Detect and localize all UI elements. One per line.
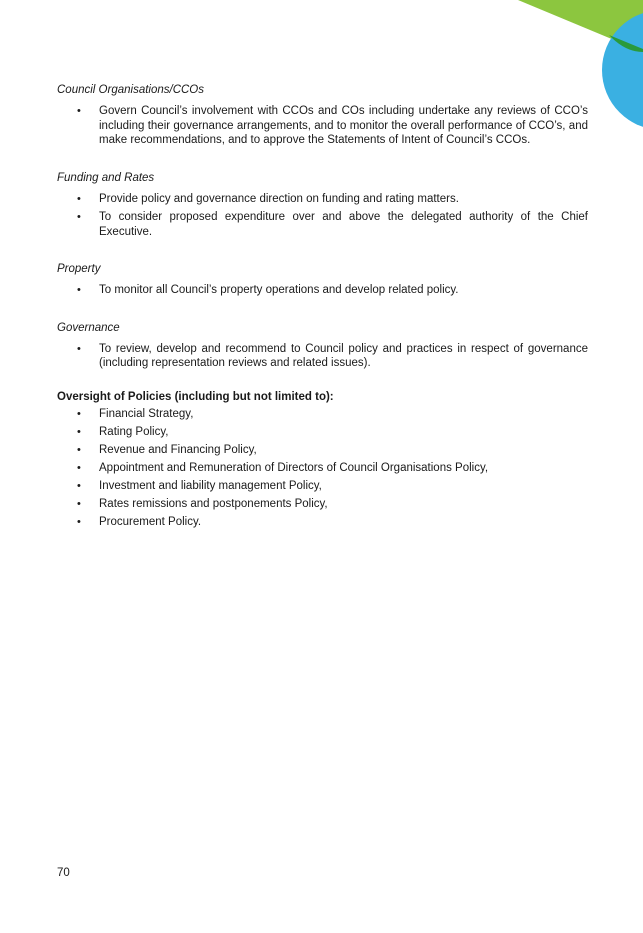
section-governance xyxy=(57,320,588,371)
list-item xyxy=(57,283,588,298)
list-item-text: Govern Council’s involvement with CCOs and COs including undertake any reviews of CCO’s including their governance arrangements, and to monitor the overall performance of CCO’s, and make recommendations, and to approve the Statements of Intent of Council’s CCOs. xyxy=(99,105,588,146)
list-item xyxy=(57,443,588,458)
list-item-text: Financial Strategy, xyxy=(99,407,194,420)
list-item xyxy=(57,479,588,494)
list-item-text: Procurement Policy. xyxy=(99,515,202,528)
list-item xyxy=(57,461,588,476)
list-item-text: To consider proposed expenditure over and above the delegated authority of the Chief Executive. xyxy=(99,211,588,238)
list-item-text: Rates remissions and postponements Policy, xyxy=(99,497,328,510)
bullet-list xyxy=(57,104,588,148)
list-item-text: Appointment and Remuneration of Directors of Council Organisations Policy, xyxy=(99,461,489,474)
section-council-organisations xyxy=(57,82,588,148)
bullet-list xyxy=(57,192,588,240)
bullet-icon: • xyxy=(77,284,81,296)
list-item xyxy=(57,192,588,207)
list-item xyxy=(57,425,588,440)
bullet-icon: • xyxy=(77,105,81,117)
list-item xyxy=(57,497,588,512)
bullet-icon: • xyxy=(77,479,81,492)
section-funding-and-rates xyxy=(57,170,588,240)
list-item-text: To monitor all Council’s property operations and develop related policy. xyxy=(99,284,459,296)
page-number: 70 xyxy=(57,867,70,879)
green-stripe-shape xyxy=(518,0,643,52)
policy-list xyxy=(57,407,588,530)
blue-circle-shape xyxy=(602,10,643,130)
bullet-list xyxy=(57,283,588,298)
section-heading: Governance xyxy=(57,321,120,334)
bullet-icon: • xyxy=(77,461,81,474)
bullet-icon: • xyxy=(77,192,81,205)
list-item xyxy=(57,104,588,148)
dark-green-overlap-shape xyxy=(609,35,643,52)
list-item-text: Rating Policy, xyxy=(99,425,169,438)
bullet-icon: • xyxy=(77,443,81,456)
section-property xyxy=(57,261,588,298)
list-item xyxy=(57,515,588,530)
bullet-icon: • xyxy=(77,407,81,420)
section-heading-bold: Oversight of Policies (including but not limited to): xyxy=(57,390,334,403)
section-heading: Property xyxy=(57,263,101,275)
bullet-icon: • xyxy=(77,515,81,528)
list-item xyxy=(57,342,588,371)
bullet-icon: • xyxy=(77,497,81,510)
list-item-text: To review, develop and recommend to Council policy and practices in respect of governance (including representation reviews and related issues). xyxy=(99,342,588,369)
section-oversight-of-policies xyxy=(57,389,588,530)
section-heading: Council Organisations/CCOs xyxy=(57,84,205,96)
list-item-text: Provide policy and governance direction on funding and rating matters. xyxy=(99,192,459,205)
section-heading: Funding and Rates xyxy=(57,171,155,184)
bullet-icon: • xyxy=(77,211,81,223)
list-item-text: Revenue and Financing Policy, xyxy=(99,443,257,456)
list-item xyxy=(57,407,588,422)
list-item-text: Investment and liability management Policy, xyxy=(99,479,322,492)
list-item xyxy=(57,210,588,239)
bullet-list xyxy=(57,342,588,371)
document-body xyxy=(57,82,588,533)
bullet-icon: • xyxy=(77,425,81,438)
bullet-icon: • xyxy=(77,342,81,355)
